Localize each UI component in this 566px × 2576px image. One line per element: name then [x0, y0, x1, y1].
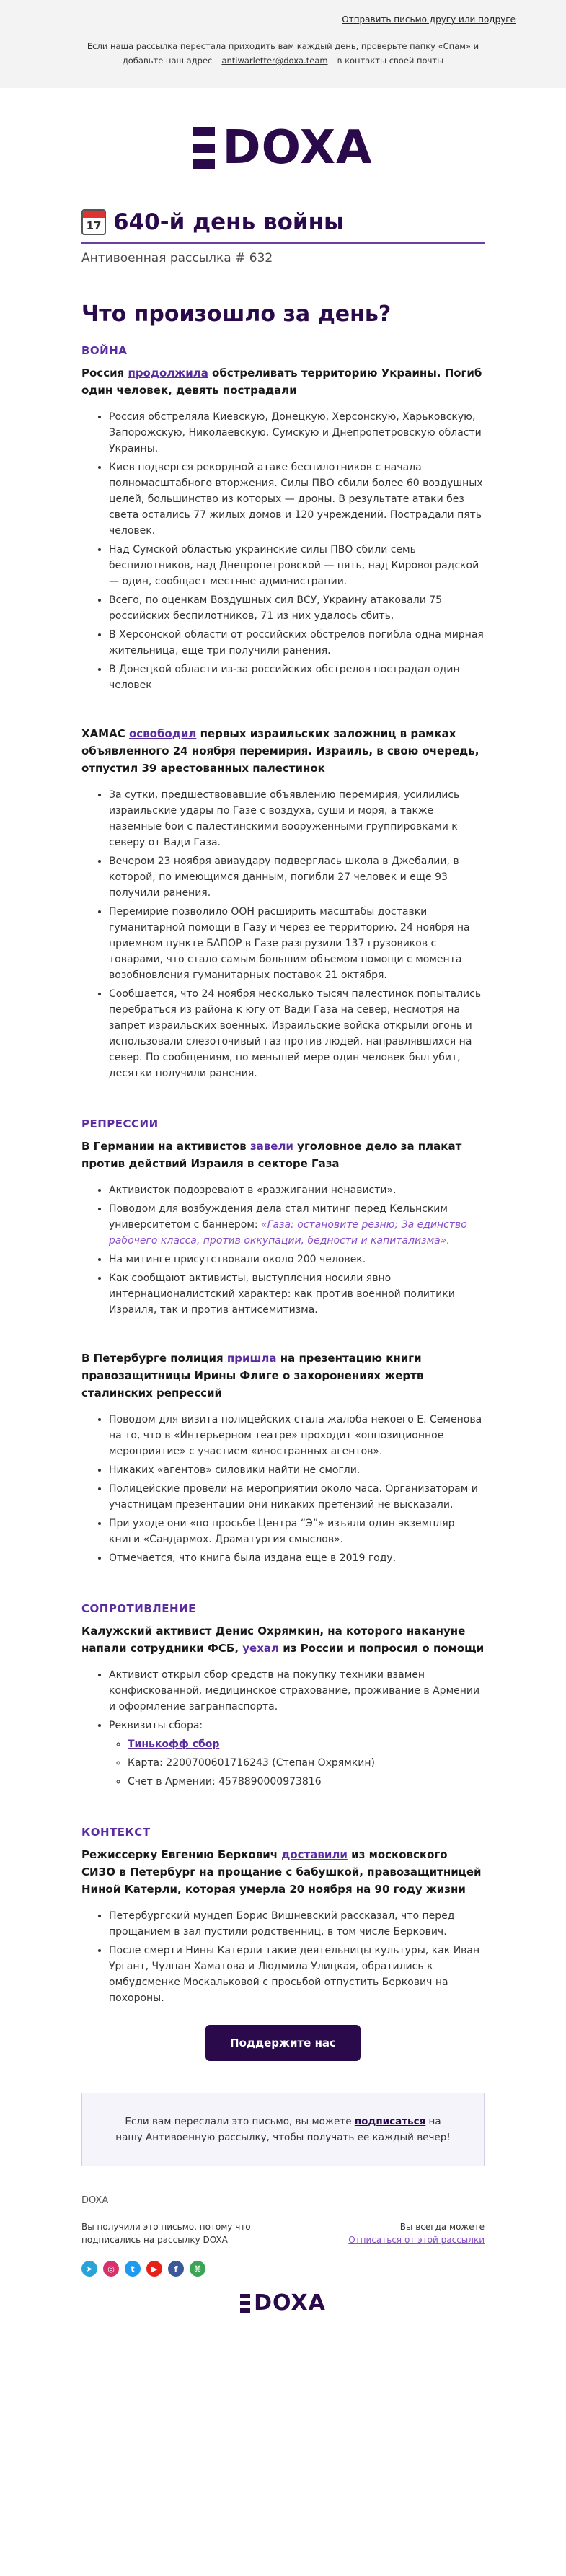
list-item — [109, 1201, 485, 1249]
subscribe-link[interactable]: подписаться — [354, 2116, 426, 2127]
divider — [81, 242, 485, 244]
list-item: • При уходе они «по просьбе Центра “Э”» изъяли один экземпляр книги «Сандармох. Драматургия смыслов». — [109, 1516, 485, 1547]
telegram-icon[interactable]: ➤ — [81, 2261, 97, 2277]
content-container — [0, 123, 566, 2314]
context-block-1-list — [81, 1908, 485, 2006]
list-item: • После смерти Нины Катерли такие деятельницы культуры, как Иван Ургант, Чулпан Хаматова и Людмила Улицкая, обратились к омбудсменке Москальковой с просьбой отпустить Беркович на похороны. — [109, 1943, 485, 2006]
instagram-icon[interactable]: ◎ — [103, 2261, 119, 2277]
footer-logo — [81, 2290, 485, 2316]
repressions-block-1-list — [81, 1182, 485, 1318]
footer-unsubscribe-block — [348, 2220, 485, 2246]
repressions-block-2-list — [81, 1412, 485, 1566]
youtube-icon[interactable]: ▶ — [146, 2261, 162, 2277]
list-item: • Активисток подозревают в «разжигании ненависти». — [109, 1182, 485, 1198]
list-item: • Россия обстреляла Киевскую, Донецкую, Херсонскую, Харьковскую, Запорожскую, Николаевскую, Сумскую и Днепропетровскую области Украины. — [109, 409, 485, 457]
section-title-repressions: РЕПРЕССИИ — [81, 1117, 159, 1130]
forward-link[interactable]: Отправить письмо другу или подруге — [342, 14, 516, 25]
website-icon[interactable]: ⌘ — [190, 2261, 205, 2277]
heading-text: ХАМАС — [81, 727, 129, 740]
resistance-block-1-list — [81, 1667, 485, 1790]
notice-email-link[interactable]: antiwarletter@doxa.team — [221, 56, 328, 66]
repressions-block-2-heading — [81, 1350, 485, 1402]
list-item: • Никаких «агентов» силовики найти не смогли. — [109, 1462, 485, 1478]
logo-mark-icon — [240, 2294, 250, 2313]
section-title-resistance: СОПРОТИВЛЕНИЕ — [81, 1602, 196, 1615]
list-item-text: Реквизиты сбора: — [109, 1720, 203, 1731]
list-item: • На митинге присутствовали около 200 человек. — [109, 1252, 485, 1267]
sub-list-item: ◦ Счет в Армении: 4578890000973816 — [128, 1774, 485, 1790]
footer-row — [81, 2220, 485, 2246]
footer — [81, 2195, 485, 2314]
cta-wrap — [81, 2025, 485, 2061]
list-item: • Петербургский мундеп Борис Вишневский рассказал, что перед прощанием в зал пустили родственниц, в том числе Беркович. — [109, 1908, 485, 1940]
subscribe-promo — [81, 2093, 485, 2166]
list-item: • Киев подвергся рекордной атаке беспилотников с начала полномасштабного вторжения. Силы ПВО сбили более 60 воздушных целей, большинство из которых — дроны. В результате атаки без света остались 77 жилых домов и 120 учреждений. Пострадали пять человек. — [109, 460, 485, 539]
logo-text: DOXA — [222, 121, 373, 175]
main-title: Что произошло за день? — [81, 302, 392, 327]
war-block-2-list — [81, 787, 485, 1081]
banner-quote: «Газа: остановите резню; За единство рабочего класса, против оккупации, бедности и капитализма». — [109, 1219, 467, 1247]
footer-right-text: Вы всегда можете — [399, 2222, 485, 2232]
notice-text-a: добавьте наш адрес – — [122, 56, 222, 66]
repressions-block-1-heading — [81, 1138, 485, 1172]
unsubscribe-link[interactable]: Отписаться от этой рассылки — [348, 2235, 485, 2245]
heading-text: из московского СИЗО в Петербург на прощание с бабушкой, правозащитницей Ниной Катерли, которая умерла 20 ноября на 90 году жизни — [81, 1848, 482, 1896]
war-block-1-heading — [81, 364, 485, 399]
context-block-1-heading — [81, 1846, 485, 1898]
war-block-1-link[interactable]: продолжила — [128, 366, 208, 379]
war-block-1-list — [81, 409, 485, 693]
tinkoff-link[interactable]: Тинькофф сбор — [128, 1738, 220, 1750]
list-item-text: Поводом для возбуждения дела стал митинг перед Кельнским университетом с баннером: — [109, 1203, 448, 1231]
forward-row — [50, 14, 516, 25]
heading-text: уголовное дело за плакат против действий Израиля в секторе Газа — [81, 1140, 462, 1170]
footer-reason: Вы получили это письмо, потому что подписались на рассылку DOXA — [81, 2222, 251, 2245]
list-item: • За сутки, предшествовавшие объявлению перемирия, усилились израильские удары по Газе с воздуха, суши и моря, а также наземные бои с палестинскими вооруженными группировками к северу от Вади Газа. — [109, 787, 485, 850]
list-item: • Активист открыл сбор средств на покупку техники взамен конфискованной, медицинское страхование, проживание в Армении и оформление загранпаспорта. — [109, 1667, 485, 1715]
list-item: • Сообщается, что 24 ноября несколько тысяч палестинок попытались перебраться из района к югу от Вади Газа на север, несмотря на запрет израильских военных. Израильские войска открыли огонь и использовали слезоточивый газ против людей, направлявшихся на север. По сообщениям, по меньшей мере один человек был убит, десятки получили ранения. — [109, 986, 485, 1081]
list-item: • В Херсонской области от российских обстрелов погибла одна мирная жительница, еще три получили ранения. — [109, 627, 485, 659]
doxa-logo — [81, 123, 485, 173]
social-links — [81, 2261, 485, 2277]
top-bar — [0, 0, 566, 88]
logo-mark-icon — [193, 127, 215, 169]
notice-line-2 — [50, 53, 516, 68]
heading-text: Россия — [81, 366, 128, 379]
list-item: • Перемирие позволило ООН расширить масштабы доставки гуманитарной помощи в Газу и через ее территорию. 24 ноября на приемном пункте БАПОР в Газе разгрузили 137 грузовиков с товарами, что стало самым большим объемом помощи с момента возобновления гуманитарных поставок 21 октября. — [109, 904, 485, 983]
heading-text: Калужский активист Денис Охрямкин, на которого накануне напали сотрудники ФСБ, — [81, 1625, 466, 1655]
footer-brand: DOXA — [81, 2195, 109, 2206]
heading-text: В Германии на активистов — [81, 1140, 250, 1153]
heading-text: первых израильских заложниц в рамках объявленного 24 ноября перемирия. Израиль, в свою очередь, отпустил 39 арестованных палестинок — [81, 727, 479, 775]
list-item: • Над Сумской областью украинские силы ПВО сбили семь беспилотников, над Днепропетровской — пять, над Кировоградской — один, сообщает местные администрации. — [109, 542, 485, 589]
repressions-block-2-link[interactable]: пришла — [226, 1352, 277, 1365]
delivery-notice — [50, 39, 516, 68]
notice-line-1: Если наша рассылка перестала приходить вам каждый день, проверьте папку «Спам» и — [87, 41, 479, 51]
section-title-context: КОНТЕКСТ — [81, 1826, 151, 1839]
day-title: 640-й день войны — [113, 209, 345, 235]
list-item: • В Донецкой области из-за российских обстрелов пострадал один человек — [109, 661, 485, 693]
list-item: • Вечером 23 ноября авиаудару подверглась школа в Джебалии, в которой, по имеющимся данным, погибли 27 человек и еще 93 получили ранения. — [109, 853, 485, 901]
calendar-number: 17 — [86, 219, 102, 232]
donation-details-list — [109, 1736, 485, 1790]
list-item — [109, 1718, 485, 1790]
heading-text: Режиссерку Евгению Беркович — [81, 1848, 282, 1861]
sub-list-item: ◦ Карта: 2200700601716243 (Степан Охрямкин) — [128, 1755, 485, 1771]
heading-text: из России и попросил о помощи — [279, 1642, 485, 1655]
war-block-2-heading — [81, 725, 485, 777]
section-title-war: ВОЙНА — [81, 344, 128, 357]
resistance-block-1-heading — [81, 1622, 485, 1657]
support-button[interactable]: Поддержите нас — [205, 2025, 361, 2061]
promo-text-b: на нашу Антивоенную рассылку, чтобы получать ее каждый вечер! — [115, 2116, 451, 2143]
heading-text: В Петербурге полиция — [81, 1352, 227, 1365]
footer-logo-text: DOXA — [254, 2290, 326, 2316]
list-item: • Всего, по оценкам Воздушных сил ВСУ, Украину атаковали 75 российских беспилотников, 71 из них удалось сбить. — [109, 592, 485, 624]
heading-text: на презентацию книги правозащитницы Ирины Флиге о захоронениях жертв сталинских репрессий — [81, 1352, 424, 1399]
twitter-icon[interactable]: t — [125, 2261, 141, 2277]
resistance-block-1-link[interactable]: уехал — [242, 1642, 279, 1655]
calendar-icon — [81, 209, 106, 235]
war-block-2-link[interactable]: освободил — [128, 727, 197, 740]
sub-list-item — [128, 1736, 485, 1752]
list-item: • Как сообщают активисты, выступления носили явно интернационалистский характер: как против военной политики Израиля, так и против антисемитизма. — [109, 1270, 485, 1318]
facebook-icon[interactable]: f — [168, 2261, 184, 2277]
heading-text: обстреливать территорию Украины. Погиб один человек, девять пострадали — [81, 366, 482, 397]
list-item: • Поводом для визита полицейских стала жалоба некоего Е. Семенова на то, что в «Интерьерном театре» проходит «оппозиционное мероприятие» с участием «иностранных агентов». — [109, 1412, 485, 1459]
list-item: • Отмечается, что книга была издана еще в 2019 году. — [109, 1550, 485, 1566]
promo-text-a: Если вам переслали это письмо, вы можете — [125, 2116, 355, 2127]
list-item: • Полицейские провели на мероприятии около часа. Организаторам и участницам презентации они никаких претензий не высказали. — [109, 1481, 485, 1513]
repressions-block-1-link[interactable]: завели — [249, 1140, 293, 1153]
notice-text-b: – в контакты своей почты — [327, 56, 444, 66]
day-header — [81, 209, 485, 235]
context-block-1-link[interactable]: доставили — [281, 1848, 348, 1861]
newsletter-subtitle: Антивоенная рассылка # 632 — [81, 251, 273, 265]
